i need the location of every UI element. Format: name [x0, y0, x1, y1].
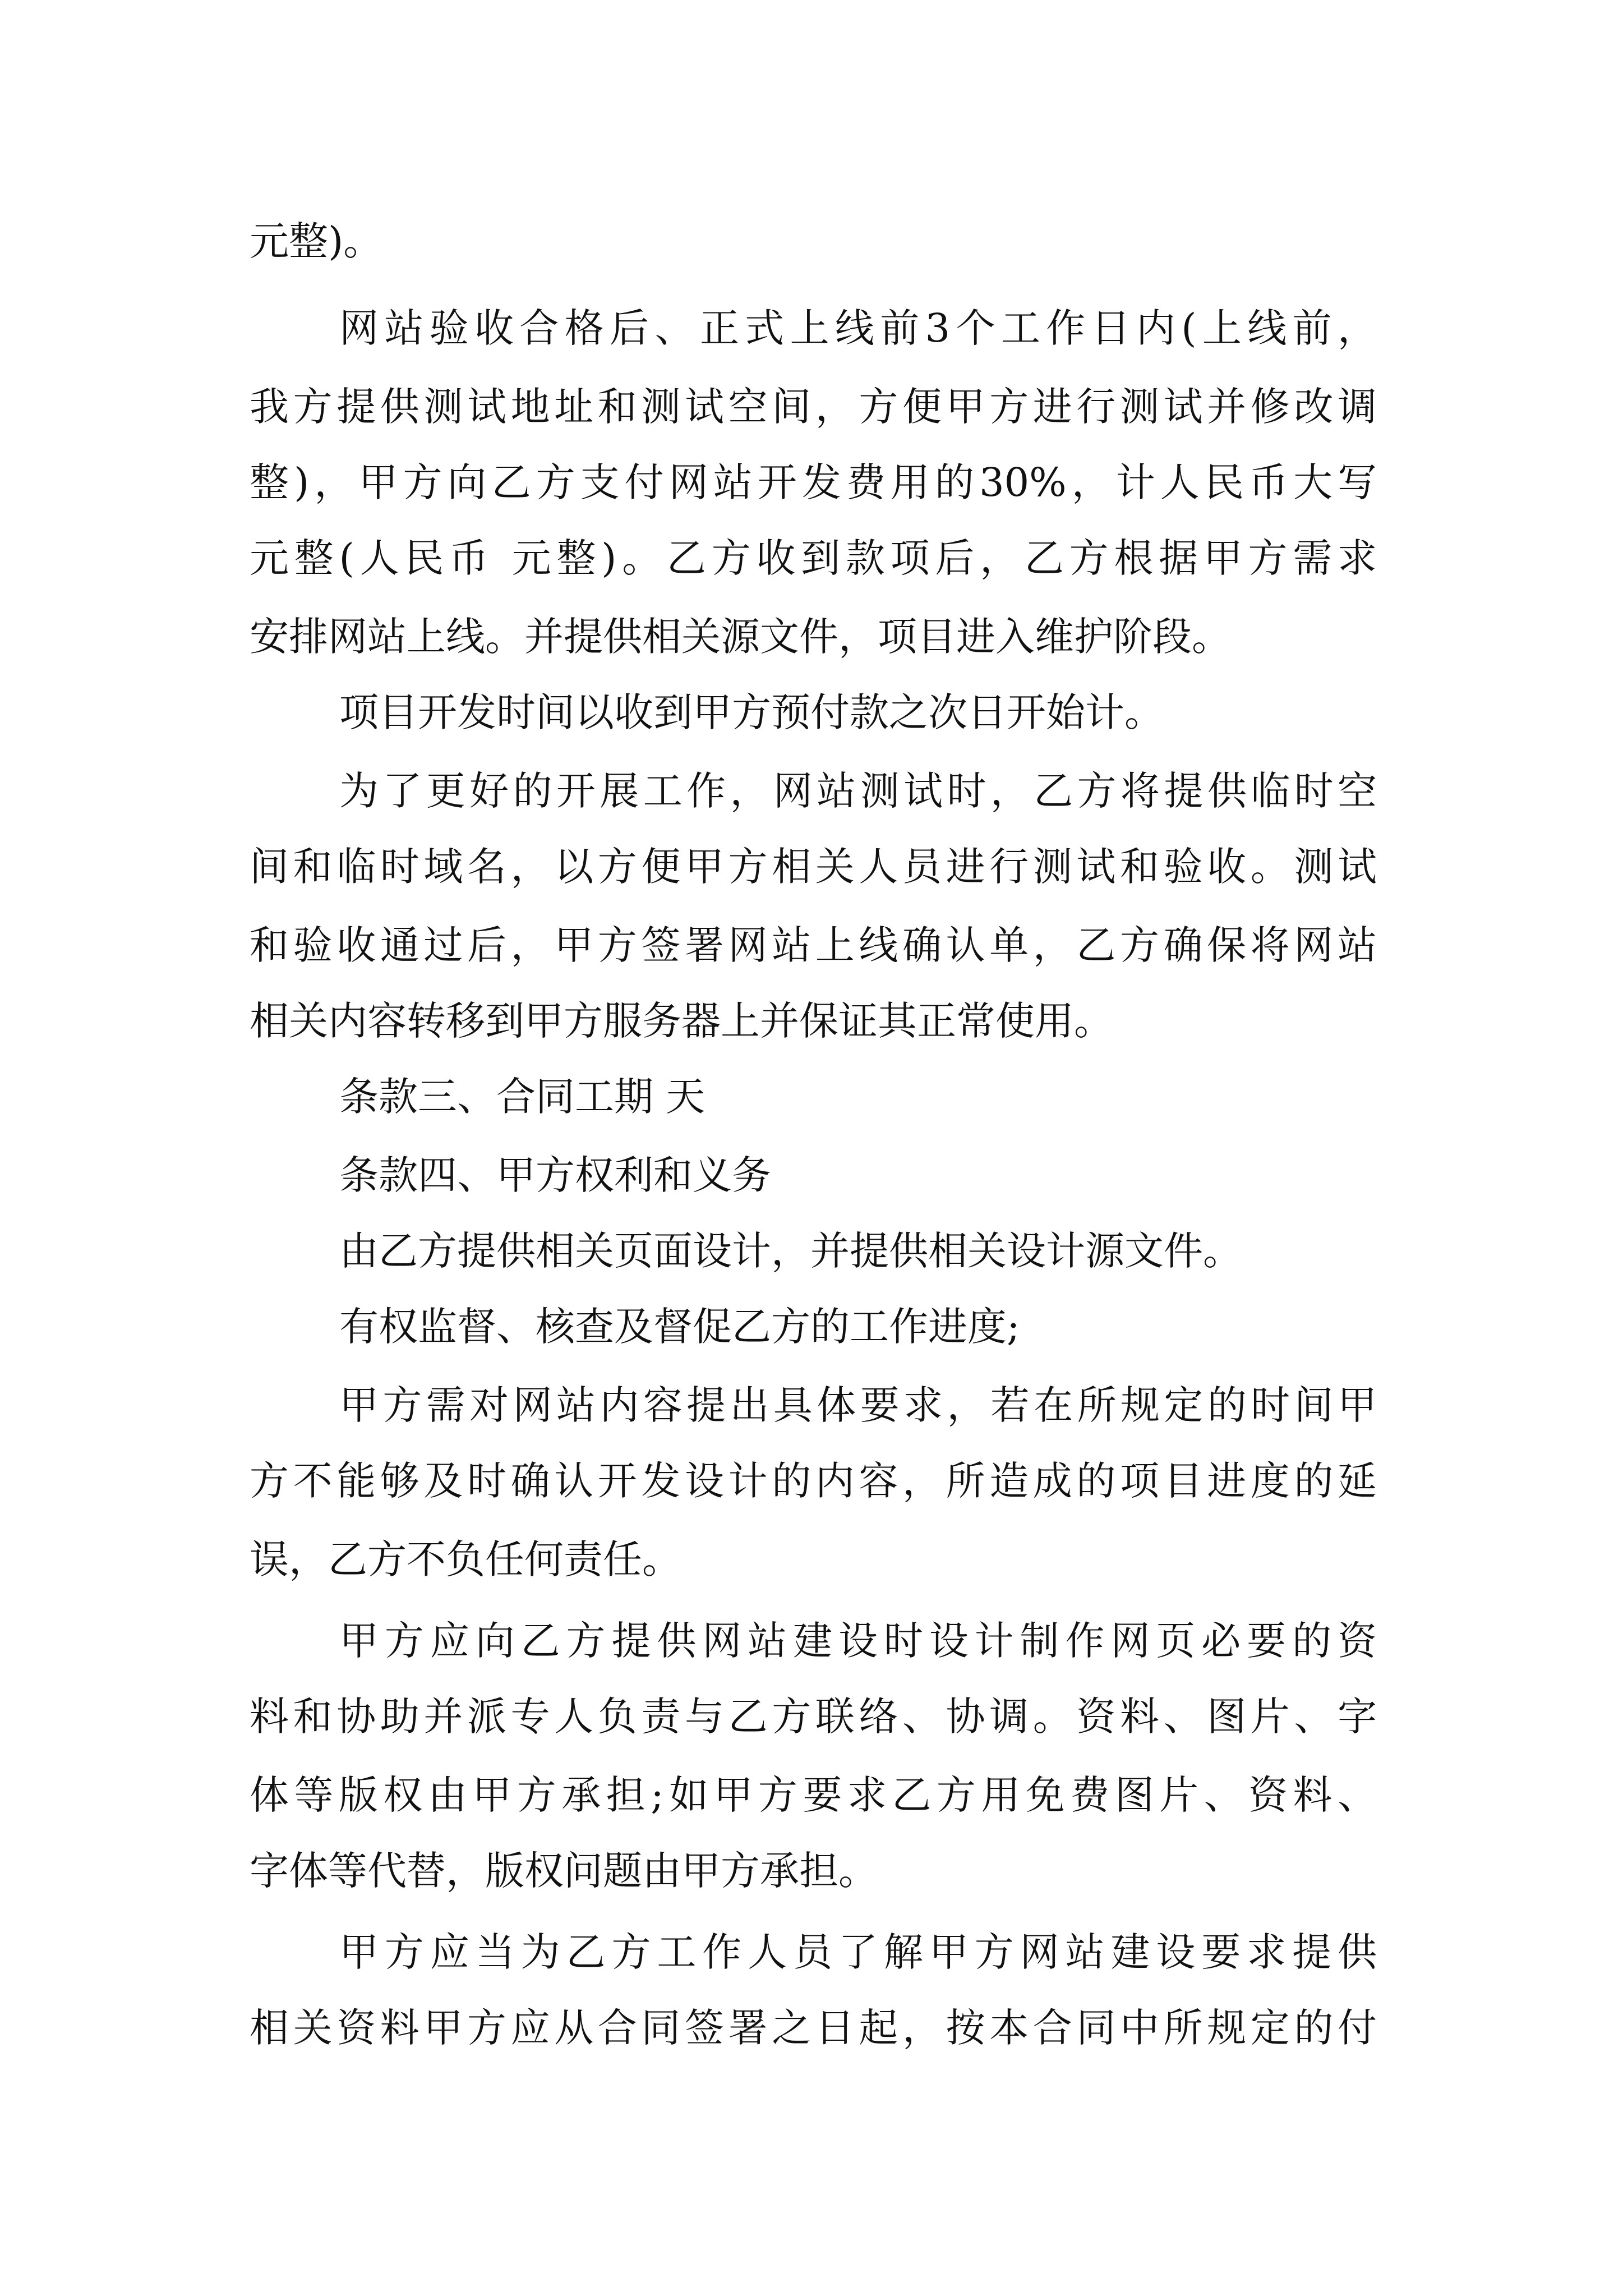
text-line: 元整(人民币 元整)。乙方收到款项后，乙方根据甲方需求	[250, 535, 1377, 581]
paragraph-first-line: 项目开发时间以收到甲方预付款之次日开始计。	[339, 689, 1164, 735]
text-line: 字体等代替，版权问题由甲方承担。	[250, 1848, 878, 1894]
text-line: 间和临时域名，以方便甲方相关人员进行测试和验收。测试	[250, 844, 1377, 890]
text-line: 安排网站上线。并提供相关源文件，项目进入维护阶段。	[250, 614, 1231, 660]
text-line: 我方提供测试地址和测试空间，方便甲方进行测试并修改调	[250, 384, 1377, 430]
text-line: 方不能够及时确认开发设计的内容，所造成的项目进度的延	[250, 1458, 1377, 1504]
text-line: 误，乙方不负任何责任。	[250, 1536, 681, 1582]
paragraph-first-line: 甲方应当为乙方工作人员了解甲方网站建设要求提供	[339, 1929, 1377, 1975]
paragraph-first-line: 有权监督、核查及督促乙方的工作进度;	[339, 1304, 1020, 1350]
clause-heading: 条款三、合同工期 天	[339, 1074, 706, 1120]
text-line: 和验收通过后，甲方签署网站上线确认单，乙方确保将网站	[250, 922, 1377, 968]
clause-heading: 条款四、甲方权利和义务	[339, 1152, 771, 1198]
paragraph-first-line: 由乙方提供相关页面设计，并提供相关设计源文件。	[339, 1228, 1242, 1274]
text-line: 元整)。	[250, 218, 383, 264]
paragraph-first-line: 甲方需对网站内容提出具体要求，若在所规定的时间甲	[339, 1382, 1377, 1428]
paragraph-first-line: 甲方应向乙方提供网站建设时设计制作网页必要的资	[339, 1618, 1377, 1664]
paragraph-first-line: 为了更好的开展工作，网站测试时，乙方将提供临时空	[339, 768, 1377, 814]
text-line: 整)，甲方向乙方支付网站开发费用的30%，计人民币大写	[250, 459, 1377, 505]
text-line: 相关内容转移到甲方服务器上并保证其正常使用。	[250, 998, 1113, 1044]
text-line: 相关资料甲方应从合同签署之日起，按本合同中所规定的付	[250, 2005, 1377, 2051]
text-line: 体等版权由甲方承担;如甲方要求乙方用免费图片、资料、	[250, 1772, 1377, 1818]
text-line: 料和协助并派专人负责与乙方联络、协调。资料、图片、字	[250, 1694, 1377, 1740]
paragraph-first-line: 网站验收合格后、正式上线前3个工作日内(上线前，	[339, 305, 1377, 351]
